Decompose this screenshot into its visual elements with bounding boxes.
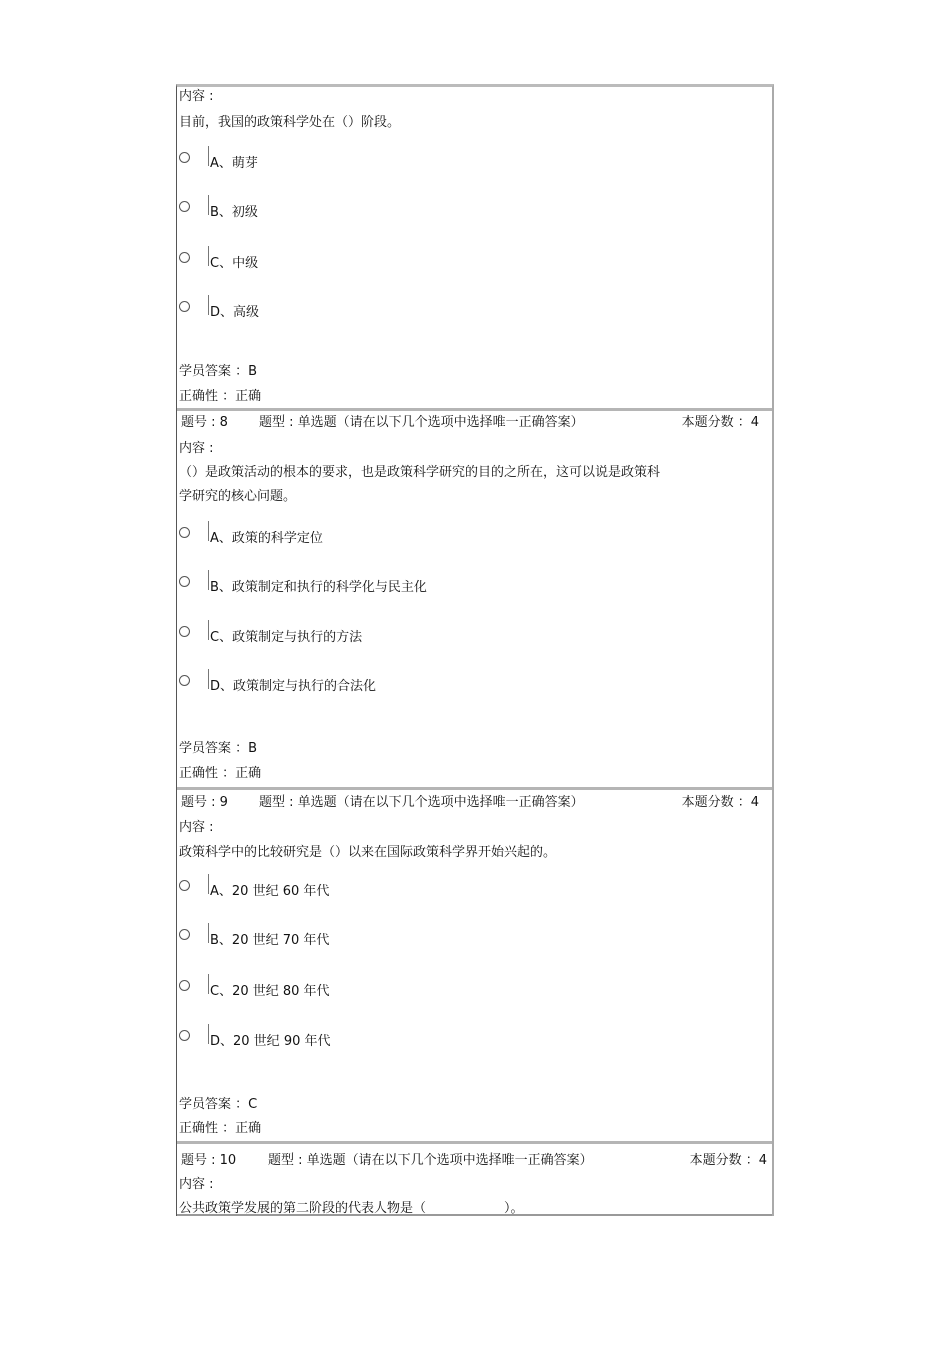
question-number: 题号 : 8 bbox=[181, 415, 228, 430]
option-b[interactable] bbox=[179, 929, 579, 959]
question-block-8 bbox=[177, 411, 772, 790]
content-label: 内容 : bbox=[179, 1177, 214, 1192]
option-divider bbox=[208, 570, 209, 590]
option-label: D、20 世纪 90 年代 bbox=[210, 1034, 331, 1049]
radio-button-icon[interactable] bbox=[179, 576, 190, 587]
student-answer: 学员答案 ：B bbox=[179, 364, 258, 379]
radio-button-icon[interactable] bbox=[179, 929, 190, 940]
option-a[interactable] bbox=[179, 152, 579, 182]
option-divider bbox=[208, 669, 209, 689]
radio-button-icon[interactable] bbox=[179, 527, 190, 538]
option-label: A、20 世纪 60 年代 bbox=[210, 884, 330, 899]
option-divider bbox=[208, 923, 209, 943]
option-d[interactable] bbox=[179, 301, 579, 331]
radio-button-icon[interactable] bbox=[179, 980, 190, 991]
option-label: A、萌芽 bbox=[210, 156, 258, 171]
option-divider bbox=[208, 295, 209, 315]
question-header bbox=[179, 795, 769, 811]
option-divider bbox=[208, 620, 209, 640]
option-a[interactable] bbox=[179, 880, 579, 910]
question-block-10 bbox=[177, 1144, 772, 1216]
radio-button-icon[interactable] bbox=[179, 626, 190, 637]
option-b[interactable] bbox=[179, 201, 579, 231]
option-c[interactable] bbox=[179, 252, 579, 282]
radio-button-icon[interactable] bbox=[179, 675, 190, 686]
question-block-9 bbox=[177, 790, 772, 1144]
content-label: 内容 : bbox=[179, 441, 214, 456]
question-score: 本题分数 ：4 bbox=[681, 415, 759, 430]
option-divider bbox=[208, 521, 209, 541]
question-score: 本题分数 ：4 bbox=[681, 795, 759, 810]
question-number: 题号 : 9 bbox=[181, 795, 228, 810]
option-divider bbox=[208, 1024, 209, 1044]
option-divider bbox=[208, 146, 209, 166]
option-label: D、高级 bbox=[210, 305, 260, 320]
option-label: B、初级 bbox=[210, 205, 258, 220]
option-label: B、20 世纪 70 年代 bbox=[210, 933, 330, 948]
option-label: A、政策的科学定位 bbox=[210, 531, 323, 546]
question-block-1 bbox=[177, 87, 772, 411]
option-divider bbox=[208, 195, 209, 215]
radio-button-icon[interactable] bbox=[179, 201, 190, 212]
option-label: D、政策制定与执行的合法化 bbox=[210, 679, 377, 694]
radio-button-icon[interactable] bbox=[179, 252, 190, 263]
radio-button-icon[interactable] bbox=[179, 301, 190, 312]
student-answer: 学员答案 ：B bbox=[179, 741, 258, 756]
option-d[interactable] bbox=[179, 1030, 579, 1060]
question-stem-line-1: （）是政策活动的根本的要求，也是政策科学研究的目的之所在，这可以说是政策科 bbox=[179, 465, 661, 480]
option-a[interactable] bbox=[179, 527, 579, 557]
question-type: 题型 : 单选题（请在以下几个选项中选择唯一正确答案） bbox=[268, 1153, 593, 1168]
correctness: 正确性 ：正确 bbox=[179, 1121, 262, 1136]
option-c[interactable] bbox=[179, 980, 579, 1010]
question-stem-line-2: 学研究的核心问题。 bbox=[179, 489, 297, 504]
option-label: B、政策制定和执行的科学化与民主化 bbox=[210, 580, 427, 595]
student-answer: 学员答案 ：C bbox=[179, 1097, 258, 1112]
radio-button-icon[interactable] bbox=[179, 152, 190, 163]
question-number: 题号 : 10 bbox=[181, 1153, 237, 1168]
radio-button-icon[interactable] bbox=[179, 1030, 190, 1041]
question-type: 题型 : 单选题（请在以下几个选项中选择唯一正确答案） bbox=[259, 415, 584, 430]
option-d[interactable] bbox=[179, 675, 579, 705]
correctness: 正确性 ：正确 bbox=[179, 766, 262, 781]
option-divider bbox=[208, 246, 209, 266]
question-stem: 目前，我国的政策科学处在（）阶段。 bbox=[179, 115, 401, 130]
content-label: 内容 : bbox=[179, 820, 214, 835]
radio-button-icon[interactable] bbox=[179, 880, 190, 891]
question-header bbox=[179, 1153, 769, 1169]
option-divider bbox=[208, 874, 209, 894]
question-stem: 政策科学中的比较研究是（）以来在国际政策科学界开始兴起的。 bbox=[179, 845, 557, 860]
option-divider bbox=[208, 974, 209, 994]
option-label: C、中级 bbox=[210, 256, 259, 271]
question-sheet bbox=[176, 84, 774, 1216]
question-header bbox=[179, 415, 769, 431]
option-label: C、政策制定与执行的方法 bbox=[210, 630, 363, 645]
content-label: 内容 : bbox=[179, 89, 214, 104]
option-b[interactable] bbox=[179, 576, 579, 606]
correctness: 正确性 ：正确 bbox=[179, 389, 262, 404]
option-c[interactable] bbox=[179, 626, 579, 656]
option-label: C、20 世纪 80 年代 bbox=[210, 984, 330, 999]
question-stem: 公共政策学发展的第二阶段的代表人物是（ ）。 bbox=[179, 1201, 524, 1216]
question-score: 本题分数 ：4 bbox=[689, 1153, 767, 1168]
question-type: 题型 : 单选题（请在以下几个选项中选择唯一正确答案） bbox=[259, 795, 584, 810]
